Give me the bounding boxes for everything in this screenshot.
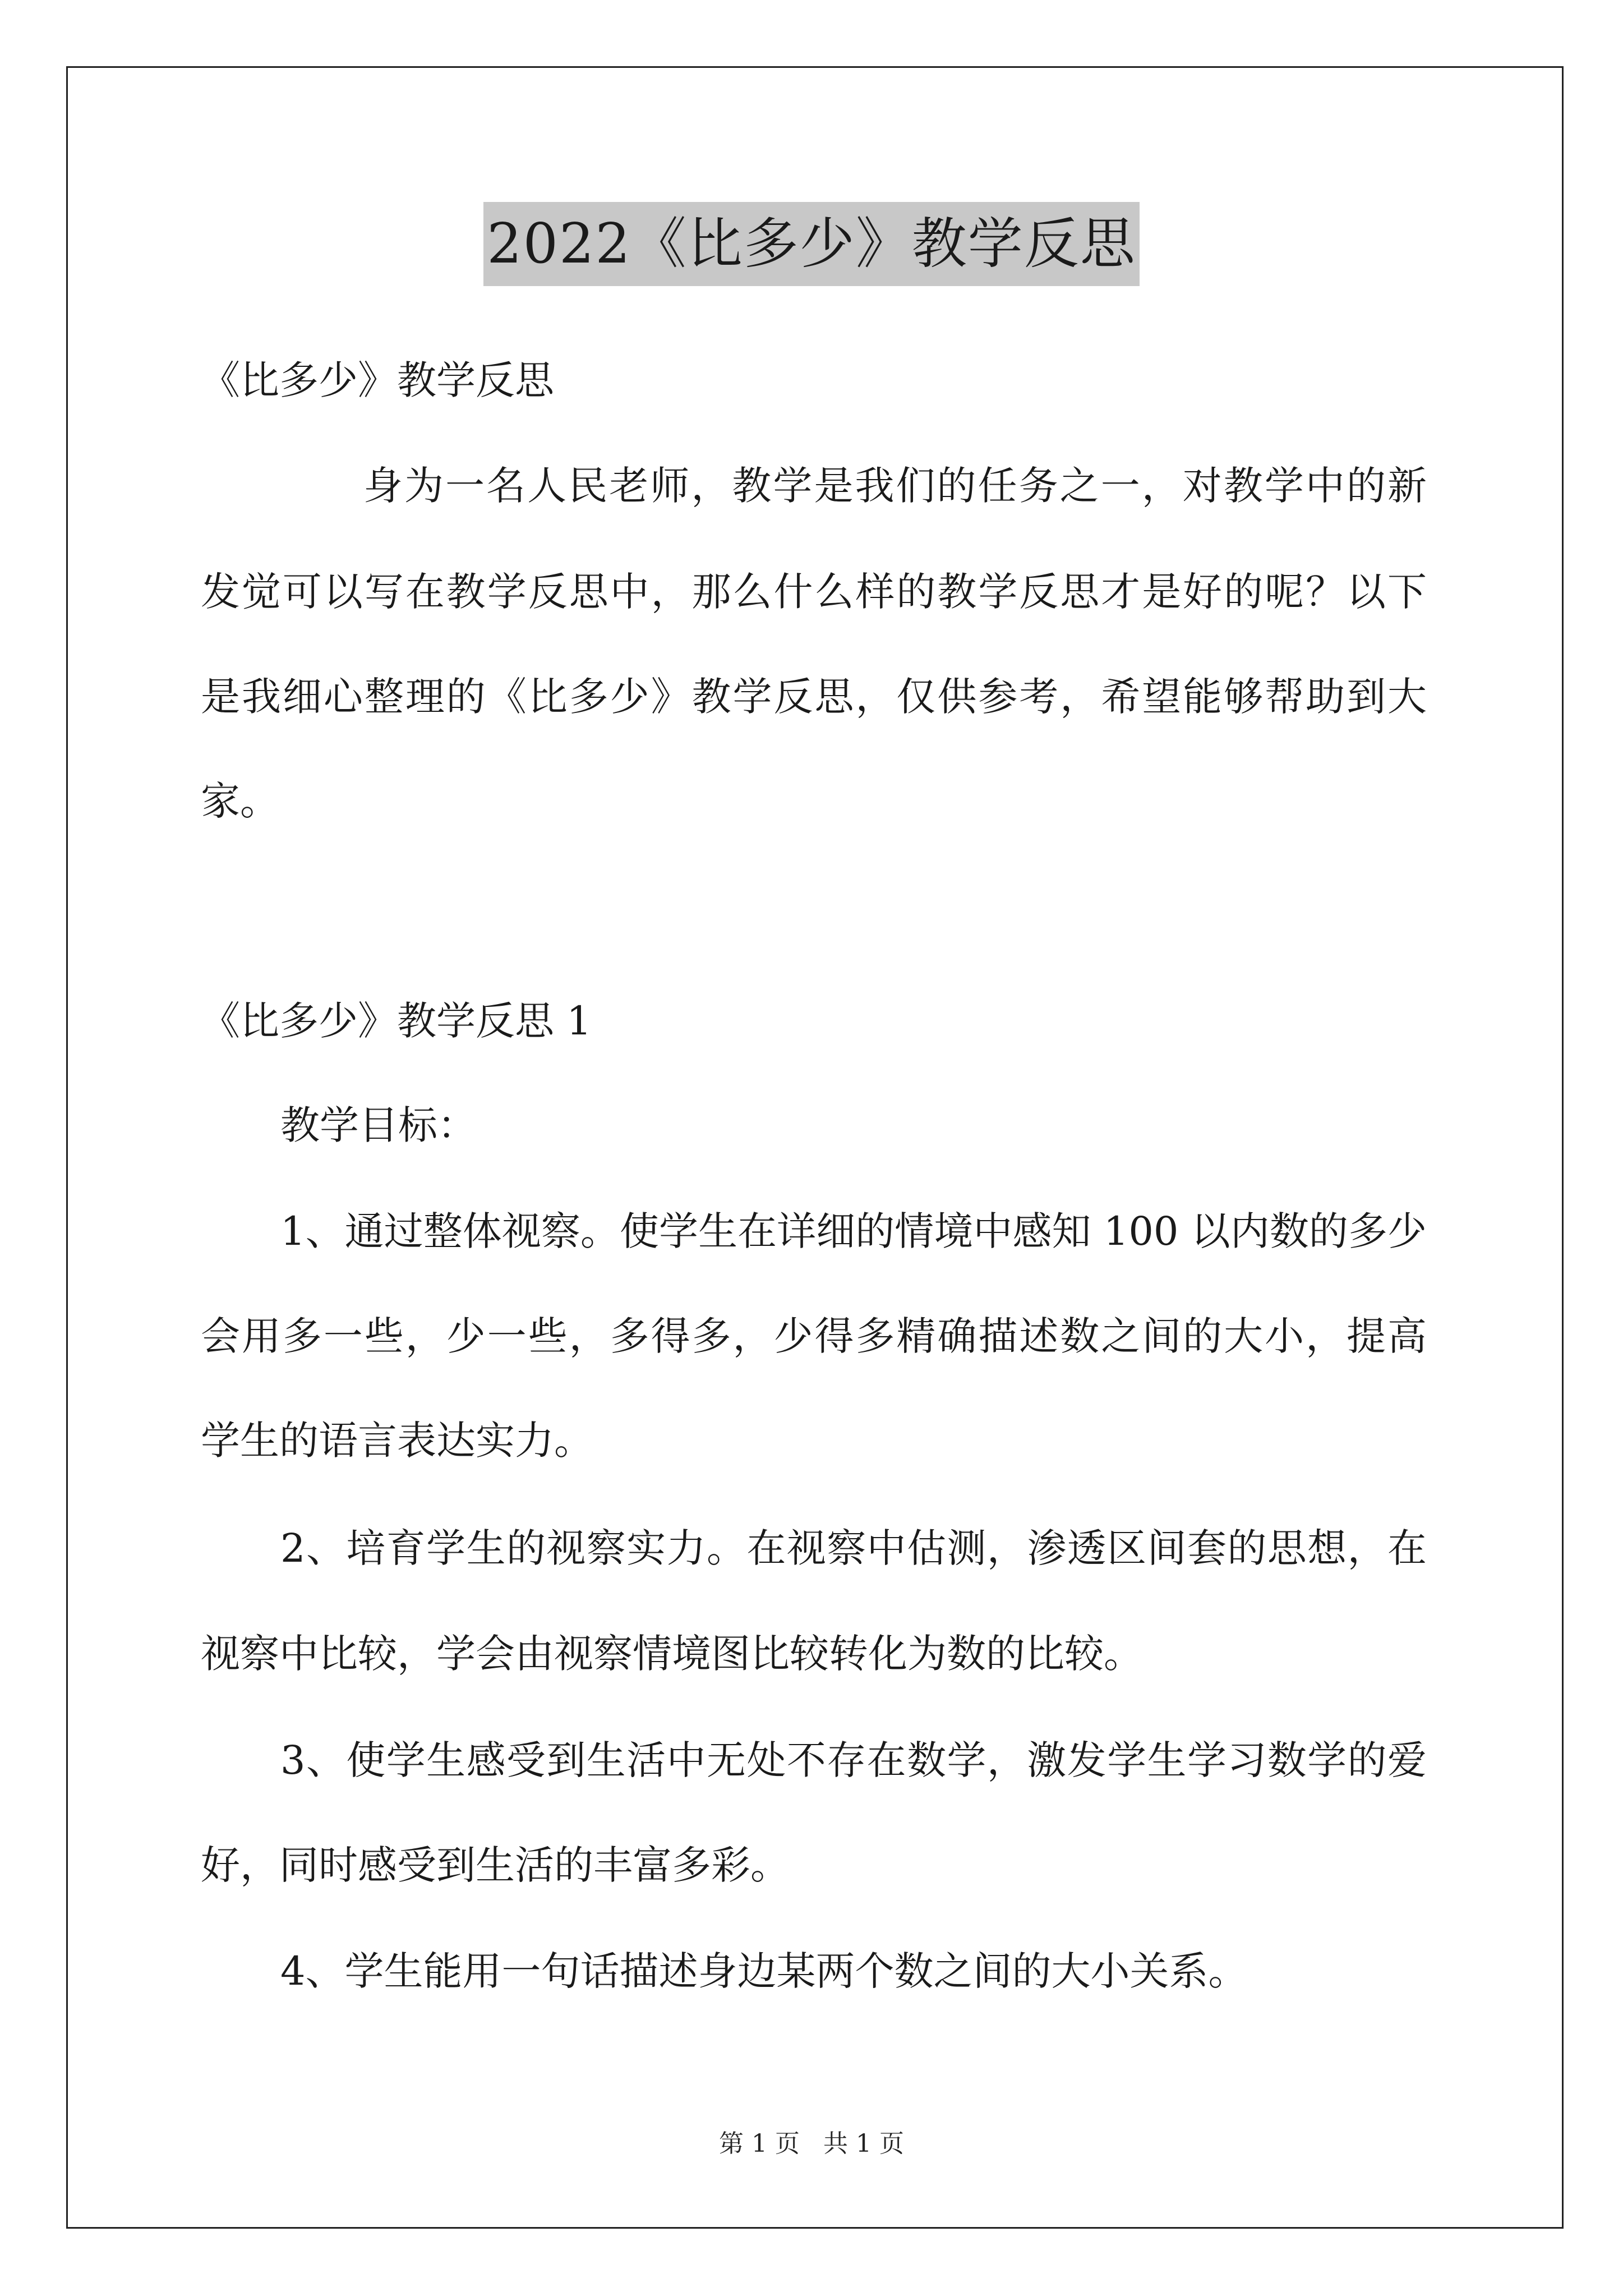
goals-label: 教学目标： <box>280 1102 477 1148</box>
intro-line-4: 家。 <box>201 778 279 824</box>
title-container <box>0 202 1623 286</box>
intro-line-2: 发觉可以写在教学反思中，那么什么样的教学反思才是好的呢？以下 <box>201 569 1427 615</box>
intro-line-3: 是我细心整理的《比多少》教学反思，仅供参考，希望能够帮助到大 <box>201 674 1427 720</box>
page-number-current: 第 1 页 <box>719 2129 800 2158</box>
page-number-total: 共 1 页 <box>823 2129 904 2158</box>
goal-line-3: 学生的语言表达实力。 <box>201 1418 593 1464</box>
goal-line-2: 会用多一些，少一些，多得多，少得多精确描述数之间的大小，提高 <box>201 1313 1427 1359</box>
intro-line-1: 身为一名人民老师，教学是我们的任务之一，对教学中的新 <box>363 463 1427 509</box>
section-heading: 《比多少》教学反思 1 <box>201 998 592 1044</box>
goal-line-4: 2、培育学生的视察实力。在视察中估测，渗透区间套的思想，在 <box>280 1525 1427 1571</box>
document-title: 2022《比多少》教学反思 <box>483 202 1139 286</box>
goal-line-6: 3、使学生感受到生活中无处不存在数学，激发学生学习数学的爱 <box>280 1737 1427 1783</box>
goal-line-1: 1、通过整体视察。使学生在详细的情境中感知 100 以内数的多少 <box>280 1208 1427 1254</box>
goal-line-7: 好，同时感受到生活的丰富多彩。 <box>201 1842 790 1888</box>
goal-line-8: 4、学生能用一句话描述身边某两个数之间的大小关系。 <box>280 1948 1248 1994</box>
goal-line-5: 视察中比较，学会由视察情境图比较转化为数的比较。 <box>201 1631 1143 1677</box>
subtitle: 《比多少》教学反思 <box>201 357 554 403</box>
page-footer <box>0 2127 1623 2161</box>
